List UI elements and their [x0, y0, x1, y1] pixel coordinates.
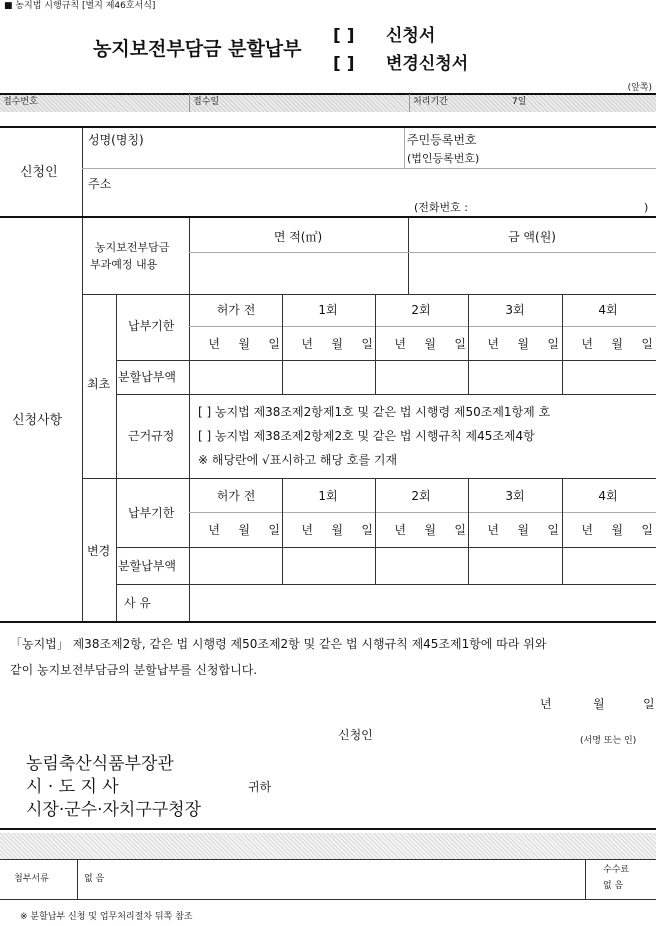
basis-label: 근거규정 [128, 429, 175, 443]
phone-field[interactable]: (전화번호 : [414, 201, 468, 214]
signature-note[interactable]: (서명 또는 인) [580, 736, 637, 746]
applicant-section-label: 신청인 [20, 165, 58, 180]
statement-line-2: 같이 농지보전부담금의 분할납부를 신청합니다. [10, 663, 258, 677]
initial-date-4[interactable]: 년 월 일 [581, 337, 653, 351]
fee-value: 없 음 [603, 881, 624, 891]
initial-col-4: 4회 [598, 303, 618, 317]
change-date-before[interactable]: 년 월 일 [208, 523, 280, 537]
levy-content-label-1: 농지보전부담금 [95, 241, 170, 254]
matters-section-label: 신청사항 [12, 413, 63, 428]
form-reference: ■ 농지법 시행규칙 [별지 제46호서식] [4, 1, 156, 11]
corporate-number-label: (법인등록번호) [407, 152, 480, 165]
basis-note: ※ 해당란에 √표시하고 해당 호를 기재 [198, 453, 398, 467]
date-year[interactable]: 년 [540, 697, 552, 711]
front-side-note: (앞쪽) [627, 83, 652, 93]
initial-label: 최초 [87, 377, 111, 391]
attachments-value: 없 음 [84, 874, 105, 884]
statement-line-1: 「농지법」 제38조제2항, 같은 법 시행령 제50조제2항 및 같은 법 시행규칙 제45조제1항에 따라 위와 [10, 637, 547, 651]
processing-period-label: 처리기간 [413, 97, 448, 107]
signer-label: 신청인 [338, 728, 373, 742]
recipient-minister: 농림축산식품부장관 [26, 754, 174, 774]
option-checkbox-change[interactable]: [ ] [333, 54, 355, 74]
receipt-number-label: 접수번호 [3, 97, 38, 107]
initial-col-1: 1회 [318, 303, 338, 317]
change-date-2[interactable]: 년 월 일 [394, 523, 466, 537]
initial-col-2: 2회 [411, 303, 431, 317]
footnote: ※ 분할납부 신청 및 업무처리절차 뒤쪽 참조 [20, 912, 193, 922]
recipient-mayor: 시장·군수·자치구구청장 [26, 800, 202, 820]
change-due-label: 납부기한 [128, 506, 175, 520]
initial-due-label: 납부기한 [128, 319, 175, 333]
change-date-1[interactable]: 년 월 일 [301, 523, 373, 537]
change-date-4[interactable]: 년 월 일 [581, 523, 653, 537]
basis-option-2[interactable]: [ ] 농지법 제38조제2항제2호 및 같은 법 시행규칙 제45조제4항 [198, 429, 535, 443]
name-field[interactable]: 성명(명칭) [88, 133, 144, 147]
change-col-1: 1회 [318, 489, 338, 503]
amount-input[interactable] [409, 254, 655, 292]
initial-date-1[interactable]: 년 월 일 [301, 337, 373, 351]
change-installment-label: 분할납부액 [118, 559, 176, 573]
receipt-bar [0, 94, 656, 112]
change-col-3: 3회 [505, 489, 525, 503]
initial-col-before: 허가 전 [216, 303, 256, 317]
resident-number-field[interactable]: 주민등록번호 [407, 133, 477, 147]
address-field[interactable]: 주소 [88, 177, 112, 191]
date-month[interactable]: 월 [593, 697, 605, 711]
change-col-2: 2회 [411, 489, 431, 503]
initial-date-3[interactable]: 년 월 일 [487, 337, 559, 351]
initial-date-before[interactable]: 년 월 일 [208, 337, 280, 351]
option-label-application: 신청서 [386, 26, 436, 46]
area-input[interactable] [190, 254, 407, 292]
change-label: 변경 [87, 544, 111, 558]
change-date-3[interactable]: 년 월 일 [487, 523, 559, 537]
change-col-before: 허가 전 [216, 489, 256, 503]
levy-content-label-2: 부과예정 내용 [90, 258, 158, 271]
attachments-label: 첨부서류 [14, 874, 49, 884]
recipient-governor: 시 · 도 지 사 [26, 777, 119, 797]
initial-col-3: 3회 [505, 303, 525, 317]
phone-close: ) [644, 201, 649, 214]
basis-option-1[interactable]: [ ] 농지법 제38조제2항제1호 및 같은 법 시행령 제50조제1항제 호 [198, 405, 551, 419]
option-checkbox-application[interactable]: [ ] [333, 26, 355, 46]
area-header: 면 적(㎡) [273, 230, 323, 244]
initial-installment-label: 분할납부액 [118, 370, 176, 384]
option-label-change: 변경신청서 [386, 54, 469, 74]
form-title: 농지보전부담금 분할납부 [93, 38, 302, 60]
initial-date-2[interactable]: 년 월 일 [394, 337, 466, 351]
amount-header: 금 액(원) [508, 230, 556, 244]
date-day[interactable]: 일 [643, 697, 655, 711]
honorific: 귀하 [248, 780, 272, 794]
receipt-date-label: 접수일 [193, 97, 220, 107]
reason-label: 사 유 [124, 596, 151, 610]
change-col-4: 4회 [598, 489, 618, 503]
processing-period-value: 7일 [512, 97, 527, 107]
fee-label: 수수료 [603, 865, 630, 875]
